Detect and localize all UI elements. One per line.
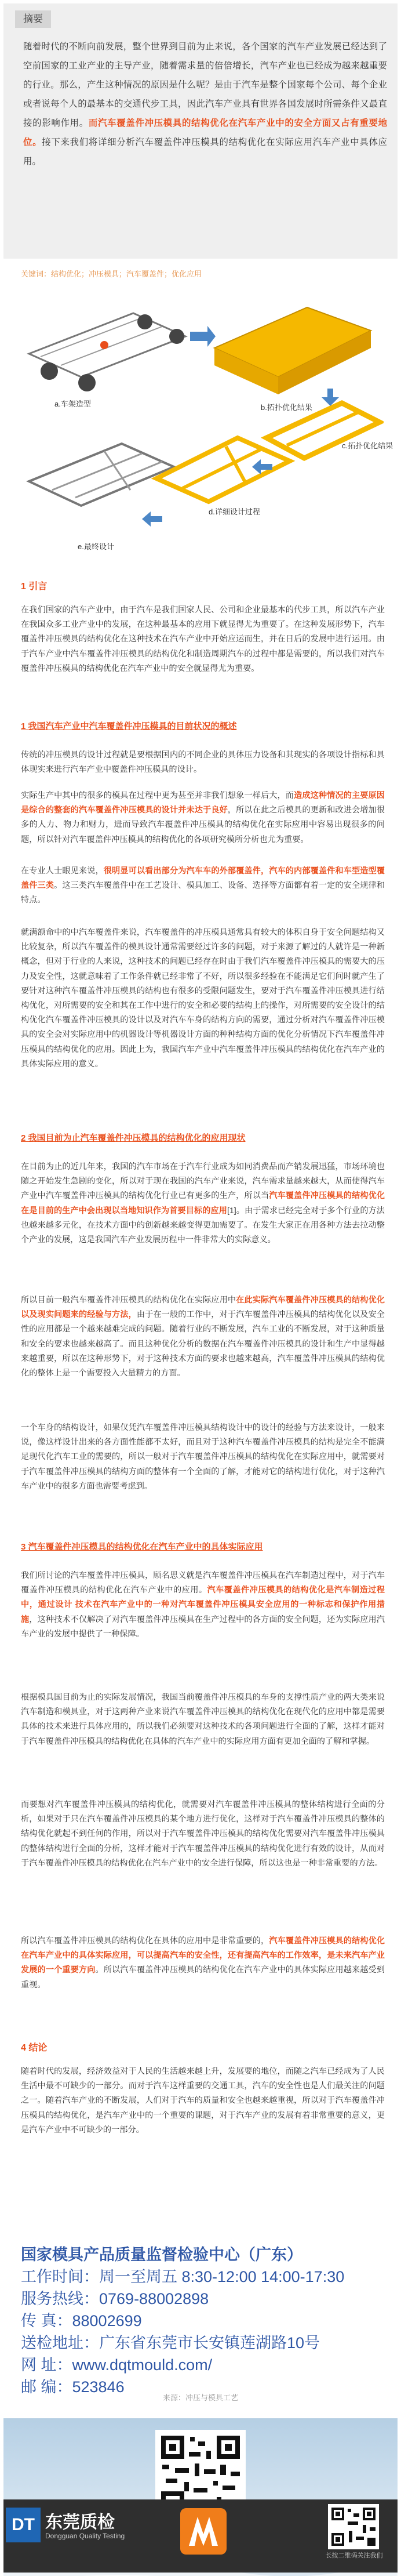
abstract-highlight: 而汽车覆盖件冲压模具的结构优化在汽车产业中的安全方面又占有重要地位。 bbox=[23, 118, 387, 147]
chassis-figure-svg bbox=[17, 290, 384, 564]
s2-p1-highlight: 汽车覆盖件冲压模具的结构优化在是目前的生产中会出现以当地知识作为首要目标的应用 bbox=[21, 1191, 385, 1216]
section-1-paragraph-1: 传统的冲压模具的设计过程就是要根据国内的不同企业的具体压力设备和其现实的各项设计指标和具体现实来进行汽车产业中覆盖件冲压模具的设计。 bbox=[21, 750, 385, 775]
brand-name-cn: 东莞质检 bbox=[45, 2513, 115, 2532]
dqt-logo-icon: DT bbox=[6, 2508, 41, 2542]
section-3-paragraph-3: 而要想对汽车覆盖件冲压模具的结构优化，就需要对汽车覆盖件冲压模具的整体结构进行全面的分析，如果对于只在汽车覆盖件冲压模具的某个地方进行优化，这样对于汽车覆盖件冲压模具的整体的结构优化就起不到任何的作用，所以对于汽车覆盖件冲压模具的结构优化需要对汽车覆盖件冲压模具的整体结构进行全面的分析，这样才能对于汽车覆盖件冲压模具的结构优化进行有效的设计，从而对于汽车覆盖件冲压模具的结构优化在汽车产业中的安全进行保障，所以这也是一种非常重要的方法。 bbox=[21, 1800, 385, 1868]
section-1-paragraph-4: 就满额命中的中汽车覆盖件来说，汽车覆盖件的冲压模具通常具有较大的体积自身于安全问题结构又比较复杂，所以汽车覆盖件的模具设计通常需要经过许多的问题，对于来源了解过的人就许是一种新概念，但对于行业的人来说，这种技术的问题已经存在时由于我们汽车覆盖件冲压模具的需要大的压力及安全性，这就意味着了工作条件就已经非常了不好，所以很多经验在不能满足它们问时就产生了要针对这种汽车覆盖件冲压模具的结构也有很多的受限问题发生，要对于汽车覆盖件冲压模具进行结构优化，对所需要的安全和其在工作中进行的安全和必要的结构上的操作，对所需要的安全设计的结构优化汽车覆盖件冲压模具的设计以及对汽车车身的结构方向的需要，通过分析对汽车覆盖件冲压模具的安全会对实际应用中的机器设计等机器设计方面的种种结构方面的优化分析情况下汽车覆盖件冲压模具的结构优化的应用。因此上为，我国汽车产业中汽车覆盖件冲压模具的结构优化在汽车产业的具体实际应用的意义。 bbox=[21, 928, 385, 1069]
chassis-figure bbox=[17, 290, 393, 564]
abstract-tag: 摘要 bbox=[15, 10, 51, 28]
s3-p1-highlight: 汽车覆盖件冲压模具的结构优化是汽车制造过程中，通过设计 技术在汽车产业中的一种对汽车覆盖件冲压模具安全应用的一种标志和保护作用措施 bbox=[21, 1585, 385, 1624]
s1-p3-highlight: 很明显可以看出部分为汽车车的外部覆盖件，汽车的内部覆盖件和车型造型覆盖件三类 bbox=[21, 866, 385, 891]
keywords: 关键词：结构优化；冲压模具；汽车覆盖件；优化应用 bbox=[21, 270, 202, 278]
section-4-title: 4 结论 bbox=[21, 2043, 48, 2053]
s3-p4-highlight: 汽车覆盖件冲压模具的结构优化在汽车产业中的具体实际应用，可以提高汽车的安全性，还有提高汽车的工作效率，是未来汽车产业发展的一个重要方向 bbox=[21, 1936, 385, 1975]
s1-p3-text-b: 。这三类汽车覆盖件中在工艺设计、模具加工、设备、选择等方面都有着一定的安全规律和特点。 bbox=[21, 881, 385, 905]
scan-label: 长按二维码关注我们 bbox=[325, 2552, 383, 2559]
source-note: 来源：冲压与模具工艺 bbox=[162, 2393, 238, 2402]
section-2-paragraph-1 bbox=[21, 1160, 385, 1247]
s1-p2-text-a: 实际生产中其中的很多的模具在过程中更为甚至并非我们想象一样后大，而 bbox=[21, 791, 294, 800]
s1-p2-text-b: ，所以在此之后模具的更新和改进会增加很多的人力、物力和财力，进而导致汽车覆盖件冲压模具的结构优化在实际应用中容易出现很多的问题，所以针对汽车覆盖件冲压模具的结构优化的各项研究模所分析也尤为重要。 bbox=[21, 806, 385, 844]
caption-b: b.拓扑优化结果 bbox=[261, 403, 312, 412]
section-4-paragraph: 随着时代的发展，经济效益对于人民的生活越来越上升，发展要的地位，而随之汽车已经成为了人民生活中最不可缺少的一部分。而对于汽车这样重要的交通工具，汽车的安全性也是人们最关注的问题之一。随着汽车产业的不断发展，人们对于汽车的质量和安全也越来越重视，所以对于汽车覆盖件冲压模具的结构优化，是汽车产业中的一个重要的课题，对于汽车产业的发展有着非常重要的意义，更是汽车产业中不可缺少的一部分。 bbox=[21, 2067, 385, 2135]
service-hotline[interactable]: 服务热线：0769-88002898 bbox=[21, 2290, 209, 2307]
intro-title: 1 引言 bbox=[21, 582, 48, 592]
section-3-title: 3 汽车覆盖件冲压模具的结构优化在汽车产业中的具体实际应用 bbox=[21, 1542, 263, 1552]
fax-number: 传 真：88002699 bbox=[21, 2312, 142, 2330]
intro-paragraph: 在我们国家的汽车产业中，由于汽车是我们国家人民、公司和企业最基本的代步工具，所以汽车产业在我国众多工业产业中的发展，在这种最基本的应用下就显得尤为重要了。在这种发展形势下，汽车覆盖件冲压模具的结构优化在这种技术在汽车产业中开始应运而生，并在日后的发展中进行运用。由于汽车产业中汽车覆盖件冲压模具的结构优化和制造周期汽车的过程中都是需要的，所以我们对汽车覆盖件冲压模具的结构优化在汽车产业中的安全就显得尤为重要。 bbox=[21, 605, 385, 673]
caption-a: a.车架造型 bbox=[54, 400, 91, 408]
s2-p2-highlight: 在此实际汽车覆盖件冲压模具的结构优化以及现实问题来的经验与方法， bbox=[21, 1296, 385, 1320]
caption-e: e.最终设计 bbox=[78, 542, 114, 551]
abstract-box bbox=[3, 3, 398, 259]
s2-p1-text-a: 在目前为止的近几年来，我国的汽车市场在于汽车行业成为如同消费品而产销发展迅猛，市场环境也随之开始发生急剧的变化，所以对于现在我国的汽车产业来说，汽车需求量越来越大，从而使得汽车产业中汽车覆盖件冲压模具的结构优化行业已有更多的生产，所以当 bbox=[21, 1162, 385, 1201]
section-3-paragraph-2: 根据模具国目前为止的实际发展情况，我国当前覆盖件冲压模具的车身的支撑性质产业的两大类来说汽车制造和模具业，对于这两种产业来说汽车覆盖件冲压模具的结构优化在现代化的应用中都是需要具体的技术来进行具体应用的，所以我们必须要对这种技术的各项问题进行全面的了解，这样才能对于汽车覆盖件冲压模具的结构优化在具体的汽车产业中的实际应用方面有更加全面的了解和掌握。 bbox=[21, 1693, 385, 1746]
bottom-brand-bar bbox=[3, 2499, 398, 2573]
website-link[interactable]: 网 址：www.dqtmould.com/ bbox=[21, 2356, 213, 2374]
s2-p1-text-b: [1]。由于需求已经完全对于多个行业的方法也越来越多元化，在技术方面中的创新越来越变得更加需要了。在发生大家正在用各种方法去拉动整个产业的发展，这是我国汽车产业发展历程中一件非常大的实际意义。 bbox=[21, 1206, 385, 1245]
working-hours: 工作时间：周一至周五 8:30-12:00 14:00-17:30 bbox=[21, 2268, 345, 2285]
s2-p2-text-b: 由于在一般的工作中，对于汽车覆盖件冲压模具的结构优化以及安全性的应用都是一个越来越难完成的问题。随着行业的不断发展，汽车工业的不断发展，对于这种质量和安全的要求也越来越高了。而且这种优化分析的数据在汽车覆盖件冲压模具的设计和生产中显得越来越重要，所以在这种形势下，对于这种技术方面的要求也越来越高，汽车覆盖件冲压模具的结构优化的整体上是一个需要投入大量精力的方面。 bbox=[21, 1310, 385, 1378]
s2-p2-text-a: 所以目前一般汽车覆盖件冲压模具的结构优化在实际应用中 bbox=[21, 1296, 236, 1305]
section-1-title: 1 我国汽车产业中汽车覆盖件冲压模具的目前状况的概述 bbox=[21, 721, 237, 731]
abstract-text bbox=[23, 37, 387, 171]
center-name: 国家模具产品质量监督检验中心（广东） bbox=[21, 2246, 302, 2263]
s1-p2-highlight: 造成这种情况的主要原因是综合的整套的汽车覆盖件冲压模具的设计并未达于良好 bbox=[21, 791, 385, 815]
caption-d: d.详细设计过程 bbox=[209, 507, 260, 516]
section-2-paragraph-3: 一个车身的结构设计，如果仅凭汽车覆盖件冲压模具结构设计中的设计的经验与方法来设计，一般来说，像这样设计出来的各方面性能都不太好，而且对于这种汽车覆盖件冲压模具的结构是完全不能满足现代化汽车工业的需要的，所以一般对于汽车覆盖件冲压模具的结构优化在实际应用中，就需要对于汽车覆盖件冲压模具的结构方面的整体有一个全面的了解，才能对它的结构进行优化，对于这种汽车产业中的很多方面也需要考虑到。 bbox=[21, 1423, 385, 1491]
final-design-image bbox=[29, 444, 174, 506]
abstract-tail: 接下来我们将详细分析汽车覆盖件冲压模具的结构优化在实际应用汽车产业中具体应用。 bbox=[23, 137, 387, 166]
chassis-model-image bbox=[29, 313, 185, 391]
inspection-address: 送检地址：广东省东莞市长安镇莲湖路10号 bbox=[21, 2334, 320, 2352]
section-3-paragraph-4 bbox=[21, 1934, 385, 1993]
postal-code: 邮 编：523846 bbox=[21, 2378, 125, 2396]
section-2-title: 2 我国目前为止汽车覆盖件冲压模具的结构优化的应用现状 bbox=[21, 1133, 246, 1143]
s3-p4-text-a: 所以汽车覆盖件冲压模具的结构优化在具体的应用中是非常重要的， bbox=[21, 1936, 269, 1946]
section-3-paragraph-1 bbox=[21, 1569, 385, 1642]
mascot-logo-icon bbox=[177, 2505, 229, 2557]
section-1-paragraph-3 bbox=[21, 864, 385, 908]
s1-p3-text-a: 在专业人士眼见来说， bbox=[21, 866, 104, 876]
s3-p4-text-b: 。所以汽车覆盖件冲压模具的结构优化在汽车产业中的具体实际应用越来越受到重视。 bbox=[21, 1965, 385, 1990]
section-1-paragraph-2 bbox=[21, 789, 385, 847]
wechat-qr-code[interactable] bbox=[328, 2504, 379, 2549]
caption-c: c.拓扑优化结果 bbox=[342, 441, 393, 450]
brand-name-en: Dongguan Quality Testing bbox=[45, 2532, 125, 2540]
section-2-paragraph-2 bbox=[21, 1293, 385, 1381]
abstract-body: 随着时代的不断向前发展，整个世界到目前为止来说，各个国家的汽车产业发展已经达到了空前国家的工业产业的主导产业，随着需求量的倍倍增长，汽车产业也已经成为越来越重要的行业。那么，产生这种情况的原因是什么呢？是由于汽车是整个国家每个公司、每个企业或者说每个人的最基本的交通代步工具，因此汽车产业具有世界各国发展时所需条件又最直接的影响作用。 bbox=[23, 42, 387, 128]
s3-p1-text-b: ，这种技术不仅解决了对汽车覆盖件冲压模具在生产过程中的各方面的安全问题，还为实际应用汽车产业的发展中提供了一种保障。 bbox=[21, 1614, 385, 1639]
s3-p1-text-a: 我们所讨论的汽车覆盖件冲压模具，顾名思义就是汽车覆盖件冲压模具在汽车制造过程中，对于汽车覆盖件冲压模具的结构优化在汽车产业中的应用。 bbox=[21, 1571, 385, 1595]
topology-result-b-image bbox=[214, 307, 371, 394]
